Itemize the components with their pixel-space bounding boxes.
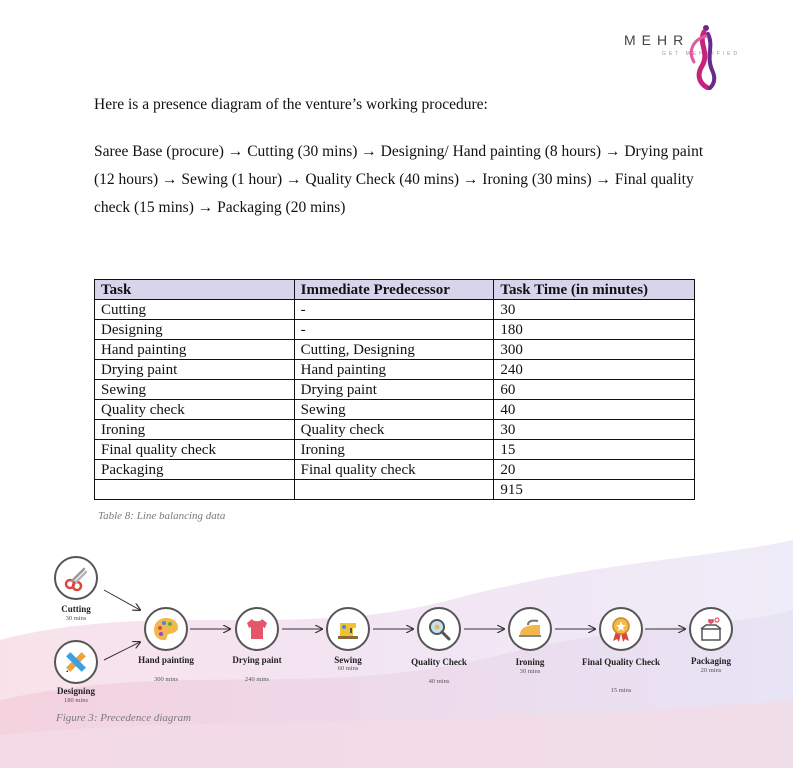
node-label: Hand painting: [138, 655, 194, 665]
cell-predecessor: Drying paint: [294, 380, 494, 400]
cell-predecessor: Ironing: [294, 440, 494, 460]
header-task-time: Task Time (in minutes): [494, 280, 695, 300]
saree-figure-icon: [684, 22, 724, 90]
cell-time: 30: [494, 420, 695, 440]
badge-icon: [607, 615, 635, 643]
palette-icon: [152, 615, 180, 643]
table-row: [95, 380, 695, 400]
cell-time: 15: [494, 440, 695, 460]
node-time: 15 mins: [610, 687, 632, 694]
diagram-arrows: [0, 550, 793, 730]
node-time: 30 mins: [519, 668, 541, 675]
node-time: 180 mins: [63, 697, 89, 704]
table-row: [95, 420, 695, 440]
node-label: Sewing: [334, 655, 362, 665]
magnifier-icon: [425, 615, 453, 643]
cell-time: 20: [494, 460, 695, 480]
cell-task: Designing: [95, 320, 295, 340]
cell-time: 300: [494, 340, 695, 360]
table-header-row: [95, 280, 695, 300]
cell-predecessor: Quality check: [294, 420, 494, 440]
node-time: 60 mins: [337, 665, 359, 672]
process-sequence: Saree Base (procure) → Cutting (30 mins) → Designing/ Hand painting (8 hours) → Drying paint (12 hours) → Sewing (1 hour) → Quality Check (40 mins) → Ironing (30 mins) → Final quality check (15 mins) → Packaging (20 mins): [94, 143, 704, 216]
cell-time: 240: [494, 360, 695, 380]
table-row: [95, 320, 695, 340]
cell-task: Sewing: [95, 380, 295, 400]
header-predecessor: Immediate Predecessor: [294, 280, 494, 300]
node-label: Quality Check: [411, 657, 467, 667]
cell-task: Ironing: [95, 420, 295, 440]
intro-text: Here is a presence diagram of the venture’s working procedure:: [94, 96, 488, 113]
cell-time: 30: [494, 300, 695, 320]
figure-caption: Figure 3: Precedence diagram: [56, 712, 192, 724]
cell-task: Cutting: [95, 300, 295, 320]
cell-predecessor: Cutting, Designing: [294, 340, 494, 360]
cell-task: Packaging: [95, 460, 295, 480]
brand-logo: [618, 22, 783, 92]
node-label: Packaging: [690, 656, 731, 666]
table-row: [95, 340, 695, 360]
table-row: [95, 440, 695, 460]
node-time: 40 mins: [428, 678, 450, 685]
cell-time: 60: [494, 380, 695, 400]
precedence-diagram: [0, 550, 793, 730]
cell-predecessor: -: [294, 300, 494, 320]
node-label: Designing: [56, 686, 95, 696]
cell-predecessor: Final quality check: [294, 460, 494, 480]
cell-predecessor: [294, 480, 494, 500]
cell-predecessor: Sewing: [294, 400, 494, 420]
brand-tagline: GET MEHRIFIED: [662, 51, 741, 57]
table-row: [95, 360, 695, 380]
node-label: Ironing: [515, 657, 545, 667]
node-time: 20 mins: [700, 667, 722, 674]
node-time: 300 mins: [153, 676, 179, 683]
node-label: Drying paint: [232, 655, 282, 665]
cell-task: Hand painting: [95, 340, 295, 360]
node-time: 30 mins: [65, 615, 87, 622]
node-label: Cutting: [61, 604, 91, 614]
node-label: Final Quality Check: [581, 657, 660, 667]
table-total-row: [95, 480, 695, 500]
line-balancing-table: [94, 279, 695, 500]
node-time: 240 mins: [244, 676, 270, 683]
table-row: [95, 400, 695, 420]
table-row: [95, 300, 695, 320]
table-row: [95, 460, 695, 480]
pencil-ruler-icon: [62, 648, 90, 676]
cell-task: [95, 480, 295, 500]
scissors-icon: [62, 564, 90, 592]
iron-icon: [516, 615, 544, 643]
header-task: Task: [95, 280, 295, 300]
cell-task: Quality check: [95, 400, 295, 420]
brand-wordmark: MEHR: [624, 32, 690, 48]
cell-time: 180: [494, 320, 695, 340]
cell-time: 40: [494, 400, 695, 420]
cell-predecessor: -: [294, 320, 494, 340]
cell-task: Drying paint: [95, 360, 295, 380]
cell-predecessor: Hand painting: [294, 360, 494, 380]
gift-box-icon: [697, 615, 725, 643]
tshirt-icon: [243, 615, 271, 643]
sewing-machine-icon: [334, 615, 362, 643]
table-caption: Table 8: Line balancing data: [98, 510, 226, 522]
cell-total-time: 915: [494, 480, 695, 500]
cell-task: Final quality check: [95, 440, 295, 460]
